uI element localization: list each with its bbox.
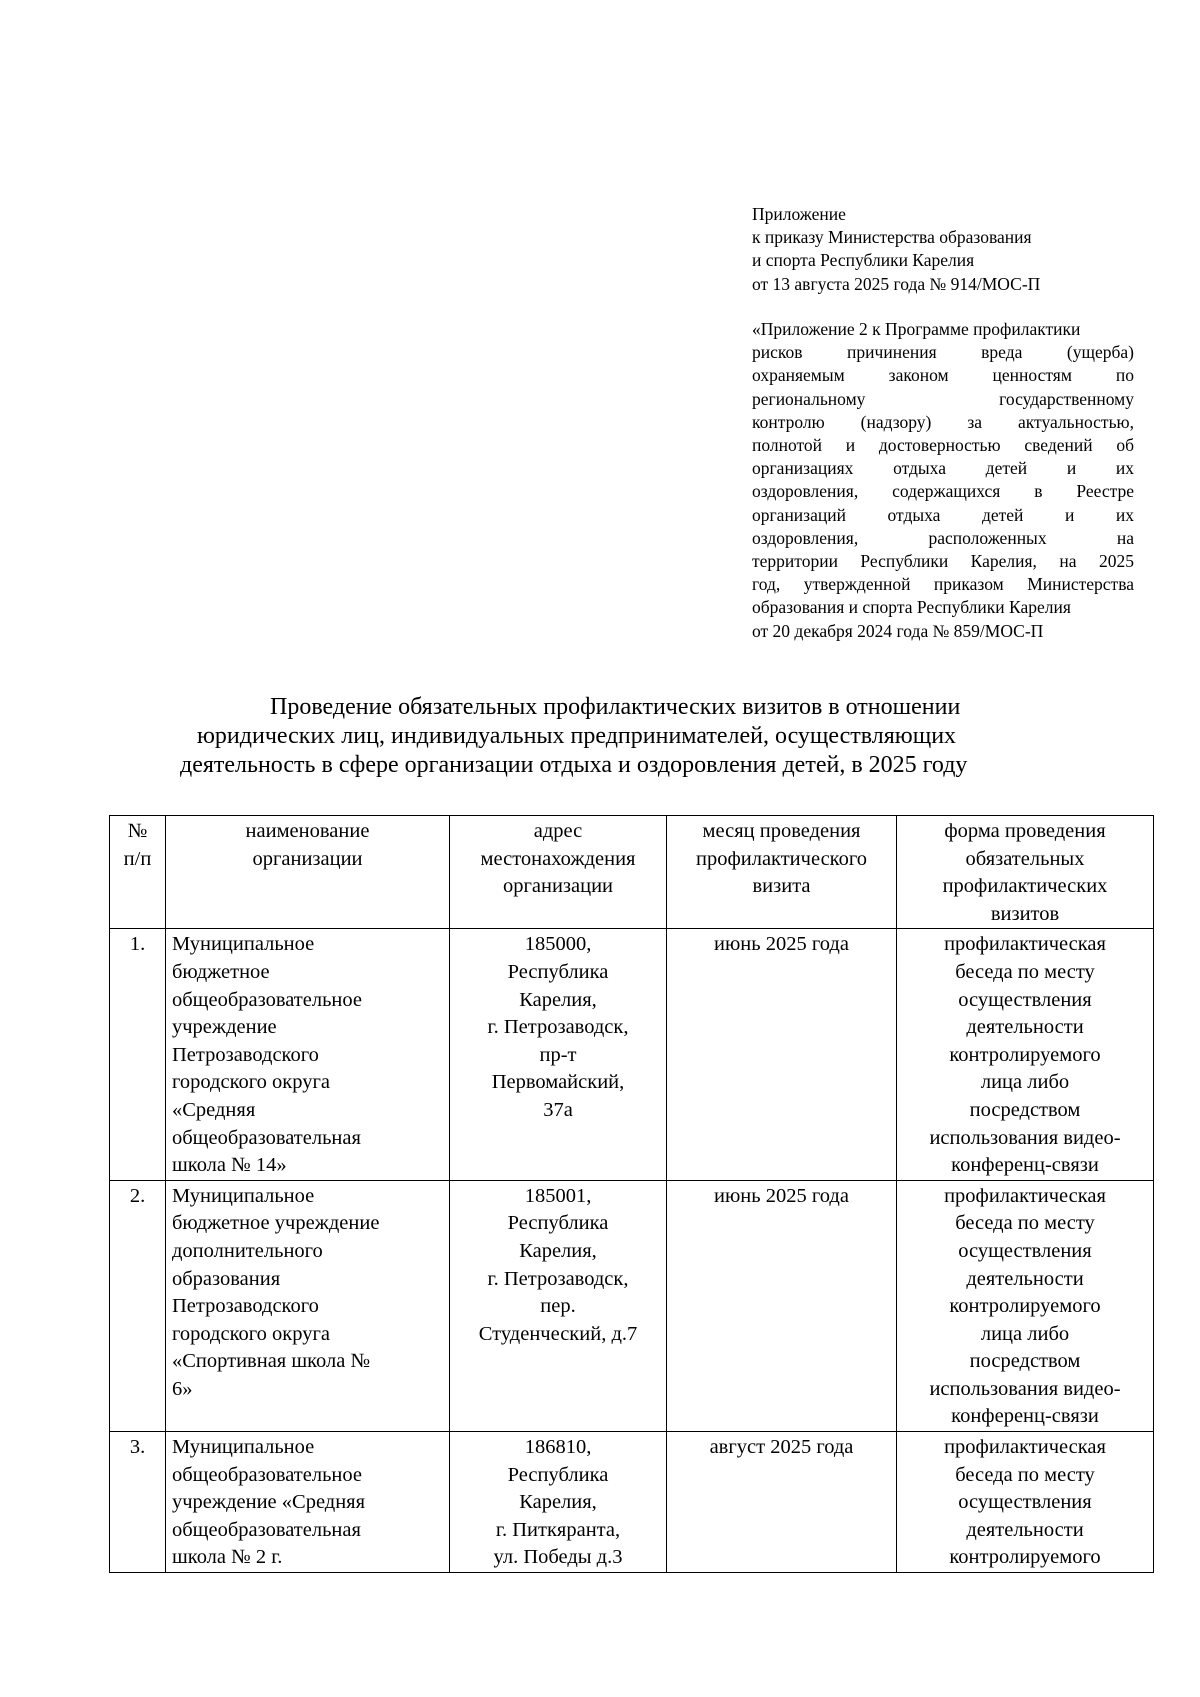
table-row <box>110 1180 1154 1431</box>
visits-table <box>109 815 1154 1573</box>
amendment-line: оздоровления, содержащихся в Реестре <box>752 481 1134 502</box>
title-line: Проведение обязательных профилактических визитов в отношении <box>270 694 961 720</box>
header-form: форма проведения обязательных профилактических визитов <box>897 816 1154 929</box>
appendix-line: Приложение <box>752 204 846 224</box>
organization-name: Муниципальное бюджетное общеобразовательное учреждение Петрозаводского городского округа «Средняя общеобразовательная школа № 14» <box>166 929 450 1180</box>
table-row <box>110 929 1154 1180</box>
amendment-line: организаций отдыха детей и их <box>752 504 1134 525</box>
visit-month: август 2025 года <box>667 1432 897 1573</box>
amendment-line: организациях отдыха детей и их <box>752 458 1134 479</box>
appendix-line: к приказу Министерства образования <box>752 227 1032 248</box>
amendment-line: контролю (надзору) за актуальностью, <box>752 411 1134 432</box>
organization-name: Муниципальное общеобразовательное учреждение «Средняя общеобразовательная школа № 2 г. <box>166 1432 450 1573</box>
amendment-reference <box>752 318 1134 643</box>
visit-form: профилактическая беседа по месту осуществления деятельности контролируемого лица либо посредством использования видео- конференц-связи <box>897 929 1154 1180</box>
amendment-line: «Приложение 2 к Программе профилактики <box>752 319 1081 339</box>
visit-form: профилактическая беседа по месту осуществления деятельности контролируемого лица либо посредством использования видео- конференц-связи <box>897 1180 1154 1431</box>
appendix-line: и спорта Республики Карелия <box>752 250 975 271</box>
appendix-line: от 13 августа 2025 года № 914/МОС-П <box>752 273 1041 294</box>
title-line: юридических лиц, индивидуальных предпринимателей, осуществляющих <box>197 723 957 749</box>
header-num: № п/п <box>110 816 166 929</box>
amendment-line: охраняемым законом ценностям по <box>752 365 1134 386</box>
visit-month: июнь 2025 года <box>667 1180 897 1431</box>
visit-form: профилактическая беседа по месту осуществления деятельности контролируемого <box>897 1432 1154 1573</box>
amendment-line: региональному государственному <box>752 388 1134 409</box>
visit-month: июнь 2025 года <box>667 929 897 1180</box>
amendment-line: территории Республики Карелия, на 2025 <box>752 551 1134 572</box>
table-header-row <box>110 816 1154 929</box>
organization-address: 185000, Республика Карелия, г. Петрозаводск, пр-т Первомайский, 37а <box>450 929 667 1180</box>
header-address: адрес местонахождения организации <box>450 816 667 929</box>
table-row <box>110 1432 1154 1573</box>
document-title <box>120 693 1120 780</box>
appendix-header <box>752 203 1134 296</box>
row-number: 2. <box>110 1180 166 1431</box>
organization-address: 185001, Республика Карелия, г. Петрозаводск, пер. Студенческий, д.7 <box>450 1180 667 1431</box>
amendment-line: от 20 декабря 2024 года № 859/МОС-П <box>752 620 1044 641</box>
row-number: 3. <box>110 1432 166 1573</box>
amendment-line: оздоровления, расположенных на <box>752 527 1134 548</box>
header-name: наименование организации <box>166 816 450 929</box>
title-line: деятельность в сфере организации отдыха и оздоровления детей, в 2025 году <box>180 752 968 778</box>
organization-address: 186810, Республика Карелия, г. Питкяранта, ул. Победы д.3 <box>450 1432 667 1573</box>
amendment-line: рисков причинения вреда (ущерба) <box>752 342 1134 363</box>
amendment-line: образования и спорта Республики Карелия <box>752 597 1071 618</box>
row-number: 1. <box>110 929 166 1180</box>
organization-name: Муниципальное бюджетное учреждение дополнительного образования Петрозаводского городского округа «Спортивная школа № 6» <box>166 1180 450 1431</box>
header-month: месяц проведения профилактического визита <box>667 816 897 929</box>
amendment-line: полнотой и достоверностью сведений об <box>752 435 1134 456</box>
amendment-line: год, утвержденной приказом Министерства <box>752 574 1134 595</box>
